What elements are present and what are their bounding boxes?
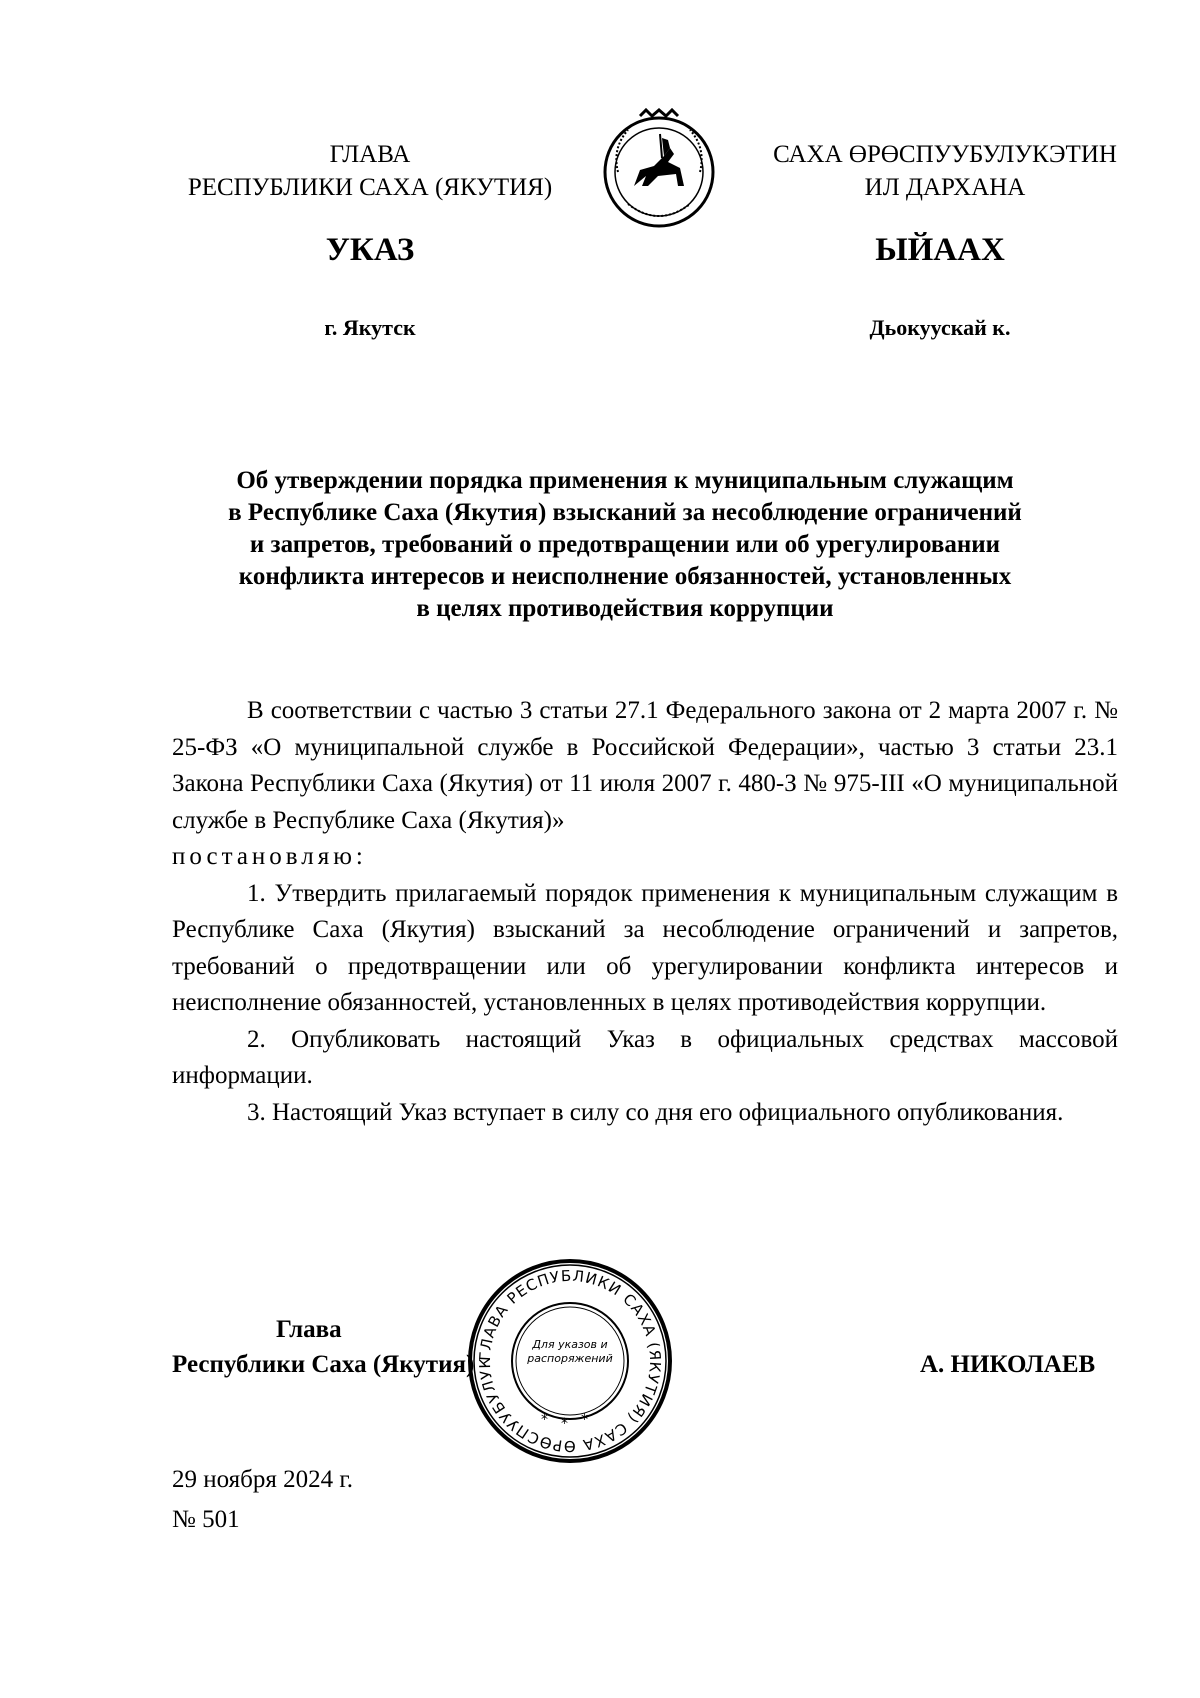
title-line: в целях противодействия коррупции: [416, 595, 834, 622]
city-sah: Дьокуускай к.: [869, 315, 1011, 340]
header-right-line2: ИЛ ДАРХАНА: [864, 174, 1026, 201]
title-line: в Республике Саха (Якутия) взысканий за несоблюдение ограничений: [228, 499, 1022, 526]
header-left: [160, 138, 580, 204]
document-title: [160, 465, 1090, 625]
item-1-paragraph: 1. Утвердить прилагаемый порядок применения к муниципальным служащим в Республике Саха (Якутия) взысканий за несоблюдение ограничений и запретов, требований о предотвращении или об урегулировании конфликта интересов и неисполнение обязанностей, установленных в целях противодействия коррупции.: [172, 879, 1118, 1016]
city-ru: г. Якутск: [324, 315, 416, 340]
doctype-sah: ЫЙААХ: [875, 232, 1005, 268]
title-line: конфликта интересов и неисполнение обязанностей, установленных: [238, 563, 1012, 590]
signatory-name: А. НИКОЛАЕВ: [920, 1351, 1096, 1378]
signatory-position-line2: Республики Саха (Якутия): [172, 1351, 475, 1378]
svg-text:*: *: [541, 1412, 548, 1428]
document-date-number: [172, 1460, 353, 1540]
svg-text:*: *: [561, 1416, 568, 1432]
header-left-line2: РЕСПУБЛИКИ САХА (ЯКУТИЯ): [187, 174, 553, 201]
doctype-ru: УКАЗ: [325, 232, 415, 268]
preamble-paragraph: В соответствии с частью 3 статьи 27.1 Федерального закона от 2 марта 2007 г. № 25-ФЗ «О муниципальной службе в Российской Федерации», частью 3 статьи 23.1 Закона Республики Саха (Якутия) от 11 июля 2007 г. 480-З № 975-III «О муниципальной службе в Республике Саха (Якутия)»: [172, 697, 1118, 834]
header-left-line1: ГЛАВА: [329, 141, 411, 168]
stamp-seal-icon: [465, 1256, 675, 1466]
signatory-position-line1: Глава: [276, 1316, 342, 1343]
coat-of-arms-emblem: [598, 108, 720, 230]
stamp-outer-text: ГЛАВА РЕСПУБЛИКИ САХА (ЯКУТИЯ) САХА ӨРӨСПУУБУЛУК: [475, 1266, 665, 1456]
document-number: № 501: [172, 1506, 240, 1533]
emblem-icon: [598, 108, 720, 230]
title-line: Об утверждении порядка применения к муниципальным служащим: [236, 467, 1014, 494]
item-3-paragraph: 3. Настоящий Указ вступает в силу со дня его официального опубликования.: [247, 1098, 1064, 1126]
decree-word: постановляю:: [172, 843, 367, 870]
official-stamp: [465, 1256, 675, 1466]
document-body: [172, 693, 1118, 1131]
stamp-center-text: Для указов и распоряжений: [527, 1338, 613, 1365]
header-right: [735, 138, 1155, 204]
header-right-line1: САХА ӨРӨСПУУБУЛУКЭТИН: [773, 141, 1117, 168]
document-date: 29 ноября 2024 г.: [172, 1466, 354, 1493]
svg-text:*: *: [581, 1412, 588, 1428]
item-2-paragraph: 2. Опубликовать настоящий Указ в официальных средствах массовой информации.: [172, 1025, 1118, 1089]
title-line: и запретов, требований о предотвращении или об урегулировании: [249, 531, 1001, 558]
